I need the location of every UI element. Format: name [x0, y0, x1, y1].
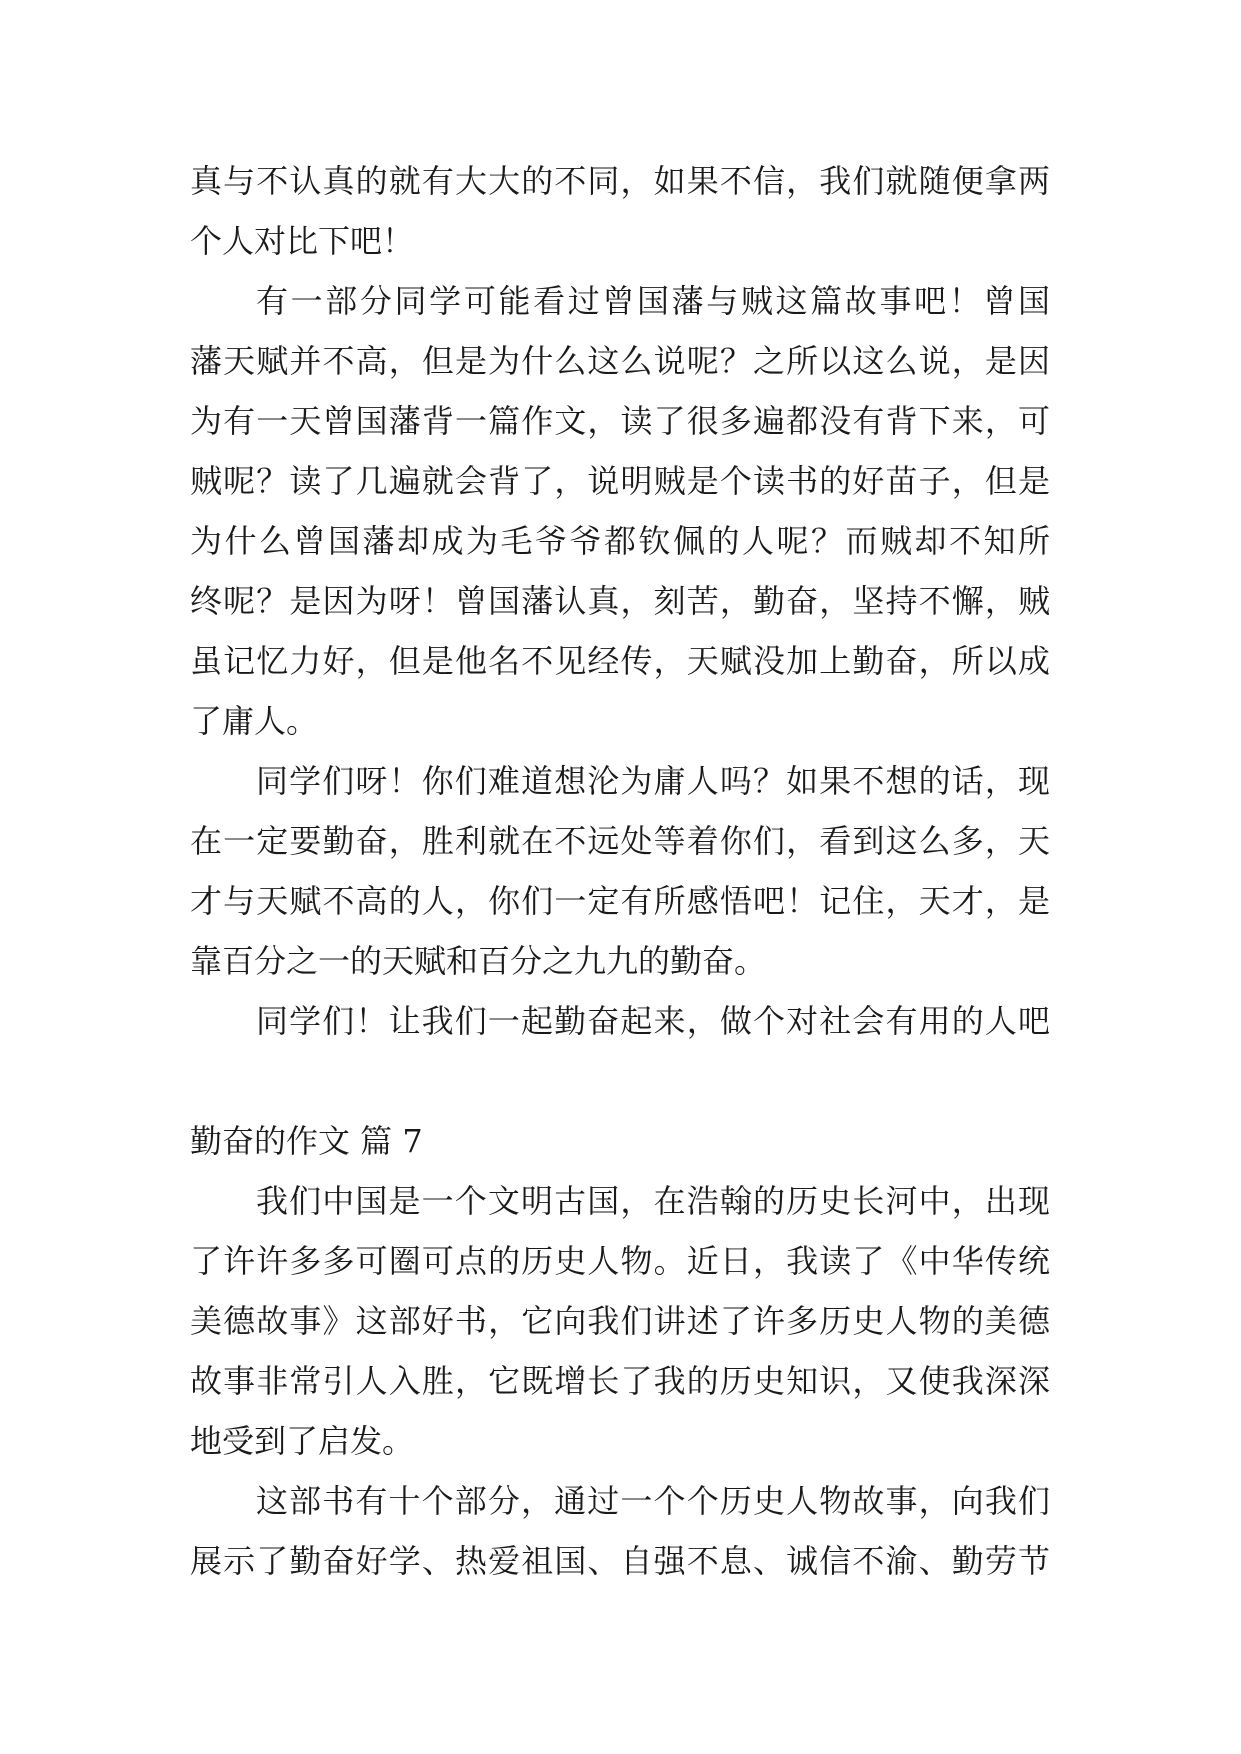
text-line: 个人对比下吧！ — [190, 222, 415, 260]
text-line: 为什么曾国藩却成为毛爷爷都钦佩的人呢？而贼却不知所 — [190, 522, 1050, 560]
text-line: 美德故事》这部好书，它向我们讲述了许多历史人物的美德 — [190, 1302, 1050, 1340]
text-line: 地受到了启发。 — [190, 1422, 415, 1460]
text-line: 终呢？是因为呀！曾国藩认真，刻苦，勤奋，坚持不懈，贼 — [190, 582, 1050, 620]
paragraph-first-line: 我们中国是一个文明古国，在浩翰的历史长河中，出现 — [256, 1182, 1050, 1220]
text-line: 虽记忆力好，但是他名不见经传，天赋没加上勤奋，所以成 — [190, 642, 1050, 680]
text-line: 贼呢？读了几遍就会背了，说明贼是个读书的好苗子，但是 — [190, 462, 1050, 500]
paragraph-first-line: 同学们！让我们一起勤奋起来，做个对社会有用的人吧 — [256, 1002, 1050, 1040]
text-line: 了庸人。 — [190, 702, 319, 740]
text-line: 藩天赋并不高，但是为什么这么说呢？之所以这么说，是因 — [190, 342, 1050, 380]
section-heading: 勤奋的作文 篇 7 — [190, 1122, 423, 1160]
text-line: 故事非常引人入胜，它既增长了我的历史知识，又使我深深 — [190, 1362, 1050, 1400]
text-line: 真与不认真的就有大大的不同，如果不信，我们就随便拿两 — [190, 162, 1050, 200]
text-line: 在一定要勤奋，胜利就在不远处等着你们，看到这么多，天 — [190, 822, 1050, 860]
paragraph-first-line: 这部书有十个部分，通过一个个历史人物故事，向我们 — [256, 1482, 1050, 1520]
text-line: 为有一天曾国藩背一篇作文，读了很多遍都没有背下来，可 — [190, 402, 1050, 440]
text-line: 靠百分之一的天赋和百分之九九的勤奋。 — [190, 942, 767, 980]
text-line: 了许许多多可圈可点的历史人物。近日，我读了《中华传统 — [190, 1242, 1050, 1280]
text-line: 才与天赋不高的人，你们一定有所感悟吧！记住，天才，是 — [190, 882, 1050, 920]
paragraph-first-line: 同学们呀！你们难道想沦为庸人吗？如果不想的话，现 — [256, 762, 1050, 800]
text-line: 展示了勤奋好学、热爱祖国、自强不息、诚信不渝、勤劳节 — [190, 1542, 1050, 1580]
paragraph-first-line: 有一部分同学可能看过曾国藩与贼这篇故事吧！曾国 — [256, 282, 1050, 320]
